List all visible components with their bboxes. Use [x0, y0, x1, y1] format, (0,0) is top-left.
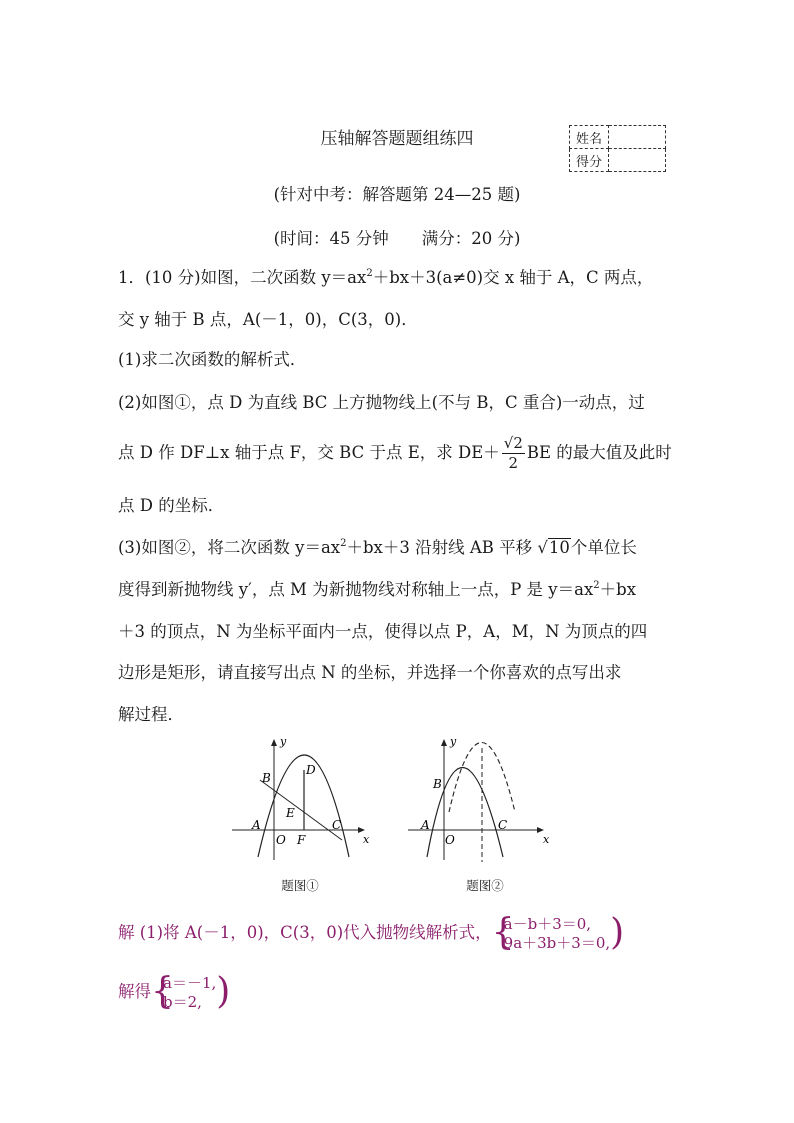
time-score: (时间：45 分钟 满分：20 分) — [273, 229, 521, 248]
fig1-label-e: E — [286, 806, 295, 820]
fig1-label-a: A — [252, 818, 261, 832]
name-field[interactable] — [609, 126, 666, 149]
student-info-table — [569, 125, 666, 172]
problem-line-2: 交 y 轴于 B 点，A(－1，0)，C(3，0)． — [118, 310, 418, 329]
fig2-label-o: O — [445, 833, 455, 847]
figure-2 — [404, 732, 552, 882]
part-2-line-1: (2)如图①，点 D 为直线 BC 上方抛物线上(不与 B，C 重合)一动点，过 — [118, 393, 645, 412]
fig1-label-o: O — [276, 833, 286, 847]
part-3-line-2: 度得到新抛物线 y′，点 M 为新抛物线对称轴上一点，P 是 $y=ax^2+bx$ — [118, 580, 637, 599]
fig1-label-y: y — [280, 735, 287, 748]
part-1: (1)求二次函数的解析式． — [118, 350, 307, 369]
fig1-y-arrow — [271, 739, 277, 746]
figure-1-caption: 题图① — [281, 878, 319, 893]
fig2-y-arrow — [441, 739, 447, 746]
solution-line-2: 解得 { a＝－1, b＝2, ) — [118, 970, 231, 1012]
part-2-line-2: 点 D 作 DF⊥x 轴于点 F，交 BC 于点 E，求 DE＋ $\frac{√2}{2}$ BE 的最大值及此时 — [118, 434, 672, 472]
score-label: 得分 — [570, 149, 609, 172]
figure-1 — [228, 732, 373, 882]
fig1-label-c: C — [332, 818, 342, 832]
fig2-label-a: A — [421, 818, 430, 832]
fig2-label-x: x — [543, 833, 550, 846]
fig1-label-x: x — [363, 833, 370, 846]
equation-system-2: { a＝－1, b＝2, ) — [151, 970, 231, 1012]
equation-system-1: { a－b＋3＝0, 9a＋3b＋3＝0, ) — [491, 911, 625, 953]
fig1-label-b: B — [262, 771, 271, 785]
fig2-label-y: y — [450, 735, 457, 748]
problem-line-1: 1．(10 分)如图，二次函数 $y=ax^2+bx+3(a\ne 0)$交 x 轴于 A，C 两点， — [118, 268, 654, 287]
part-3-line-3: ＋3 的顶点，N 为坐标平面内一点，使得以点 P，A，M，N 为顶点的四 — [118, 622, 648, 641]
exam-target: (针对中考：解答题第 24—25 题) — [273, 185, 521, 204]
solution-line-1: 解 (1)将 A(－1，0)，C(3，0)代入抛物线解析式， { a－b＋3＝0, 9a＋3b＋3＝0, ) — [118, 911, 625, 953]
fig1-label-d: D — [306, 763, 316, 777]
fraction-sqrt2-over-2: $\frac{√2}{2}$ — [503, 434, 523, 472]
part-3-line-1: (3)如图②，将二次函数 $y=ax^2+bx+3$ 沿射线 AB 平移 √10个单位长 — [118, 538, 637, 557]
score-field[interactable] — [609, 149, 666, 172]
figure-2-caption: 题图② — [466, 878, 504, 893]
part-2-line-3: 点 D 的坐标． — [118, 496, 225, 515]
fig1-label-f: F — [297, 833, 306, 847]
part-3-line-4: 边形是矩形，请直接写出点 N 的坐标，并选择一个你喜欢的点写出求 — [118, 663, 622, 682]
part-3-line-5: 解过程． — [118, 705, 184, 724]
page-title: 压轴解答题题组练四 — [320, 129, 474, 149]
fig2-label-b: B — [433, 777, 442, 791]
fig2-label-c: C — [498, 818, 508, 832]
name-label: 姓名 — [570, 126, 609, 149]
